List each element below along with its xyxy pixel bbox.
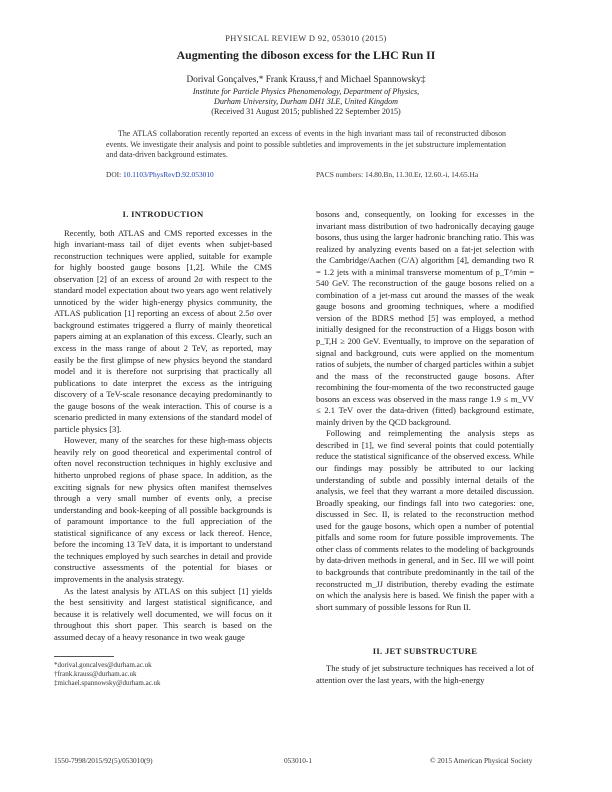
footnote-email-3[interactable]: ‡michael.spannowsky@durham.ac.uk [54, 679, 161, 687]
doi-line [106, 170, 214, 179]
section-1-heading: I. INTRODUCTION [122, 209, 204, 219]
footer-page-number: 053010-1 [284, 756, 312, 765]
author-list: Dorival Gonçalves,* Frank Krauss,† and Michael Spannowsky‡ [186, 75, 426, 85]
intro-paragraph-5: Following and reimplementing the analysis steps as described in [1], we find several points that could potentially reduce the statistical significance of the observed excess. While our findings may possibly be attributed to our lacking understanding of subtle and possibly internal details of the analysis, we feel that they warrant a more detailed discussion. Broadly speaking, our findings fall into two categories: one, discussed in Sec. II, is related to the reconstruction method used for the gauge bosons, which open a number of potential pitfalls and some room for future possible improvements. The other class of comments relates to the modeling of backgrounds by data-driven methods in general, and in Sec. III we will point to backgrounds that contribute predominantly in the tail of the reconstructed m_JJ distribution, thereby evading the estimate on which the analysis here is based. We finish the paper with a short summary of possible lessons for Run II. [316, 428, 534, 612]
journal-header: PHYSICAL REVIEW D 92, 053010 (2015) [225, 34, 387, 43]
affiliation [0, 87, 612, 107]
intro-paragraph-2: However, many of the searches for these high-mass objects heavily rely on good theoretical and experimental control of often novel reconstruction techniques in highly exclusive and hitherto unprobed regions of phase space. In addition, as the exciting signals for new physics often manifest themselves through a very small number of events only, a precise understanding and book-keeping of all possible backgrounds is of paramount importance to the full appreciation of the statistical significance of any excess or lack thereof. Hence, before the incoming 13 TeV data, it is important to understand the techniques employed by such searches in detail and provide constructive assessments of the potential for biases or improvements in the analysis strategy. [54, 435, 272, 584]
pacs-numbers: PACS numbers: 14.80.Bn, 11.30.Er, 12.60.-i, 14.65.Ha [316, 170, 479, 179]
left-column [54, 209, 272, 643]
footnote-email-1[interactable]: *dorival.goncalves@durham.ac.uk [54, 661, 152, 669]
intro-paragraph-3: As the latest analysis by ATLAS on this subject [1] yields the best sensitivity and largest statistical significance, and because it is relatively well documented, we will focus on it throughout this short paper. This search is based on the assumed decay of a heavy resonance in two weak gauge [54, 585, 272, 642]
affiliation-line-2: Durham University, Durham DH1 3LE, United Kingdom [213, 97, 399, 107]
affiliation-line-1: Institute for Particle Physics Phenomenology, Department of Physics, [192, 87, 420, 96]
intro-paragraph-4: bosons and, consequently, on looking for excesses in the invariant mass distribution of two hadronically decaying gauge bosons, thus using the larger hadronic branching ratio. This was realized by analyzing events based on a fat-jet selection with the Cambridge/Aachen (C/A) algorithm [4], demanding two R = 1.2 jets with a minimal transverse momentum of p_T^min = 540 GeV. The reconstruction of the gauge bosons relied on a combination of a jet-mass cut around the masses of the weak gauge bosons and grooming techniques, where a modified version of the BDRS method [5] was employed, a method initially designed for the reconstruction of a Higgs boson with p_T,H ≥ 200 GeV. Eventually, to improve on the separation of signal and background, cuts were applied on the momentum ratios of subjets, the number of charged particles within a subjet and the mass of the reconstructed gauge bosons. After recombining the four-momenta of the two reconstructed gauge bosons an excess was observed in the mass range 1.9 ≤ m_VV ≤ 2.1 TeV over the data-driven (fitted) background estimate, mainly driven by the QCD background. [316, 209, 534, 427]
received-dates: (Received 31 August 2015; published 22 September 2015) [211, 107, 401, 116]
footnote-rule [54, 656, 114, 657]
paper-title: Augmenting the diboson excess for the LHC Run II [176, 48, 436, 62]
footnote-email-2[interactable]: †frank.krauss@durham.ac.uk [54, 670, 137, 678]
doi-link[interactable]: 10.1103/PhysRevD.92.053010 [123, 170, 214, 179]
doi-label: DOI: [106, 170, 124, 179]
footer-copyright: © 2015 American Physical Society [430, 756, 533, 765]
section-2-paragraph: The study of jet substructure techniques has received a lot of attention over the last years, with the high-energy [316, 663, 534, 685]
footer-issn: 1550-7998/2015/92(5)/053010(9) [54, 756, 153, 765]
intro-paragraph-1: Recently, both ATLAS and CMS reported excesses in the high invariant-mass tail of dijet events when subjet-based reconstruction techniques were applied, suitable for example for highly boosted gauge bosons [1,2]. While the CMS observation [2] of an excess of around 2σ with respect to the standard model expectation about two years ago went relatively unnoticed by the wider high-energy physics community, the ATLAS publication [1] reporting an excess of about 2.5σ over background estimates triggered a flurry of mainly theoretical papers aiming at an explanation of this excess. Clearly, such an excess in the mass range of about 2 TeV, as reported, may easily be the first glimpse of new physics beyond the standard model and it is therefore not surprising that practically all publications to date interpret the excess as the intriguing discovery of a TeV-scale resonance decaying predominantly to the gauge bosons of the weak interaction. This of course is a scenario predicted in many extensions of the standard model of particle physics [3]. [54, 227, 272, 434]
section-2-heading: II. JET SUBSTRUCTURE [372, 646, 478, 656]
abstract: The ATLAS collaboration recently reported an excess of events in the high invariant mass tail of reconstructed diboson events. We investigate their analysis and point to possible subtleties and improvements in the jet substructure implementation and data-driven background estimates. [106, 129, 506, 160]
right-column [316, 209, 534, 613]
